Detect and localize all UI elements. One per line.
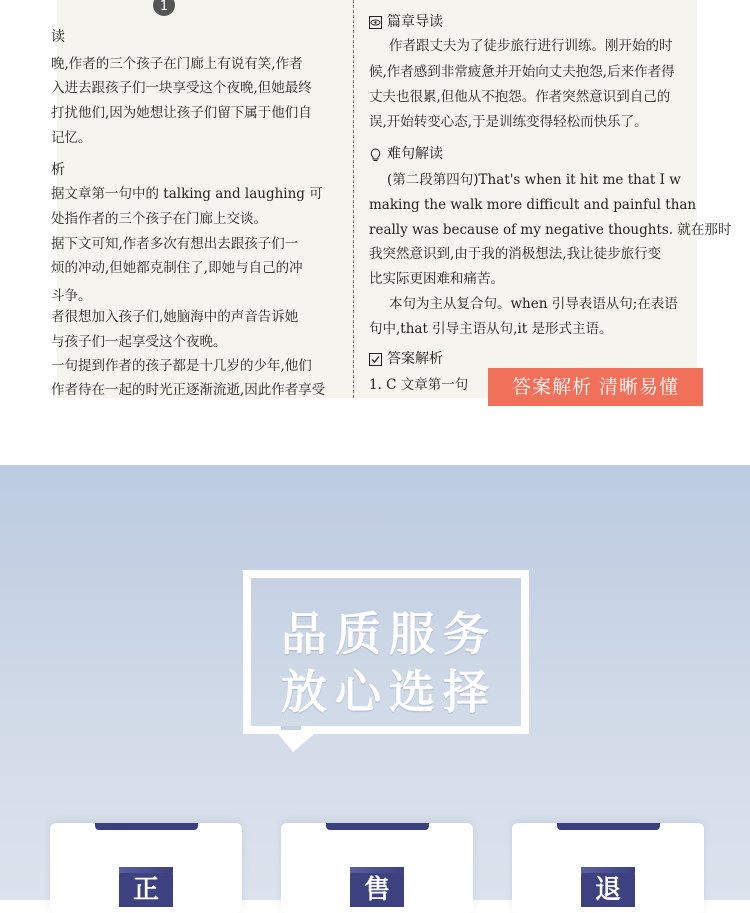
guide-line: 候,作者感到非常疲惫并开始向丈夫抱怨,后来作者得	[369, 64, 675, 80]
left-line: 晚,作者的三个孩子在门廊上有说有笑,作者	[51, 56, 303, 72]
left-line: 者很想加入孩子们,她脑海中的声音告诉她	[51, 309, 299, 325]
shield-icon: 售	[350, 867, 404, 907]
left-line: 一句提到作者的孩子都是十几岁的少年,他们	[51, 358, 312, 374]
left-heading-analysis: 析	[51, 162, 65, 178]
guide-line: 误,开始转变心态,于是训练变得轻松而快乐了。	[369, 114, 648, 130]
card-top-tab	[557, 823, 660, 830]
left-line: 作者待在一起的时光正逐渐流逝,因此作者享受	[51, 382, 326, 398]
left-line: 记忆。	[51, 130, 92, 146]
card-top-tab	[326, 823, 429, 830]
difficult-title: 难句解读	[387, 146, 443, 162]
question-number-marker: 1	[153, 0, 175, 16]
difficult-line: 句中,that 引导主语从句,it 是形式主语。	[369, 321, 613, 337]
difficult-line: (第二段第四句)That's when it hit me that I w	[387, 172, 681, 188]
answer-clear-badge: 答案解析 清晰易懂	[488, 368, 703, 406]
shield-icon: 退	[581, 867, 635, 907]
bubble-tail	[275, 730, 319, 752]
difficult-line: 我突然意识到,由于我的消极想法,我让徒步旅行变	[369, 246, 662, 262]
left-heading-reading: 读	[51, 29, 65, 45]
left-line: 烦的冲动,但她都克制住了,即她与自己的冲	[51, 260, 303, 276]
guide-title: 篇章导读	[387, 14, 443, 30]
checkbox-icon	[369, 353, 382, 366]
left-line: 入进去跟孩子们一块享受这个夜晚,但她最终	[51, 80, 312, 96]
card-top-tab	[95, 823, 198, 830]
left-line: 斗争。	[51, 288, 92, 304]
quality-service-section	[0, 465, 750, 905]
answer-heading	[369, 349, 443, 369]
bulb-icon	[369, 148, 382, 161]
left-line: 打扰他们,因为她想让孩子们留下属于他们自	[51, 105, 312, 121]
difficult-line: 比实际更困难和痛苦。	[369, 271, 504, 287]
service-card-genuine	[50, 823, 242, 913]
speech-bubble-frame	[243, 570, 529, 734]
answer-line: 1. C 文章第一句	[369, 377, 469, 393]
page-fold-line	[353, 0, 354, 398]
left-line: 处指作者的三个孩子在门廊上交谈。	[51, 211, 267, 227]
shield-icon: 正	[119, 867, 173, 907]
left-line: 与孩子们一起享受这个夜晚。	[51, 334, 227, 350]
difficult-line: really was because of my negative thoughts. 就在那时	[369, 222, 732, 238]
eye-icon	[369, 16, 382, 29]
quality-heading-line2: 放心选择	[281, 665, 497, 719]
difficult-heading	[369, 144, 443, 164]
left-line: 据下文可知,作者多次有想出去跟孩子们一	[51, 236, 299, 252]
difficult-line: making the walk more difficult and painful than	[369, 197, 697, 213]
difficult-line: 本句为主从复合句。when 引导表语从句;在表语	[389, 296, 678, 312]
book-page-photo	[51, 0, 732, 398]
guide-line: 丈夫也很累,但他从不抱怨。作者突然意识到自己的	[369, 89, 671, 105]
answer-title: 答案解析	[387, 351, 443, 367]
guide-line: 作者跟丈夫为了徒步旅行进行训练。刚开始的时	[389, 38, 673, 54]
guide-heading	[369, 12, 443, 32]
service-card-return	[512, 823, 704, 913]
left-line: 据文章第一句中的 talking and laughing 可	[51, 186, 323, 202]
quality-heading-line1: 品质服务	[281, 607, 497, 661]
service-card-aftersale	[281, 823, 473, 913]
